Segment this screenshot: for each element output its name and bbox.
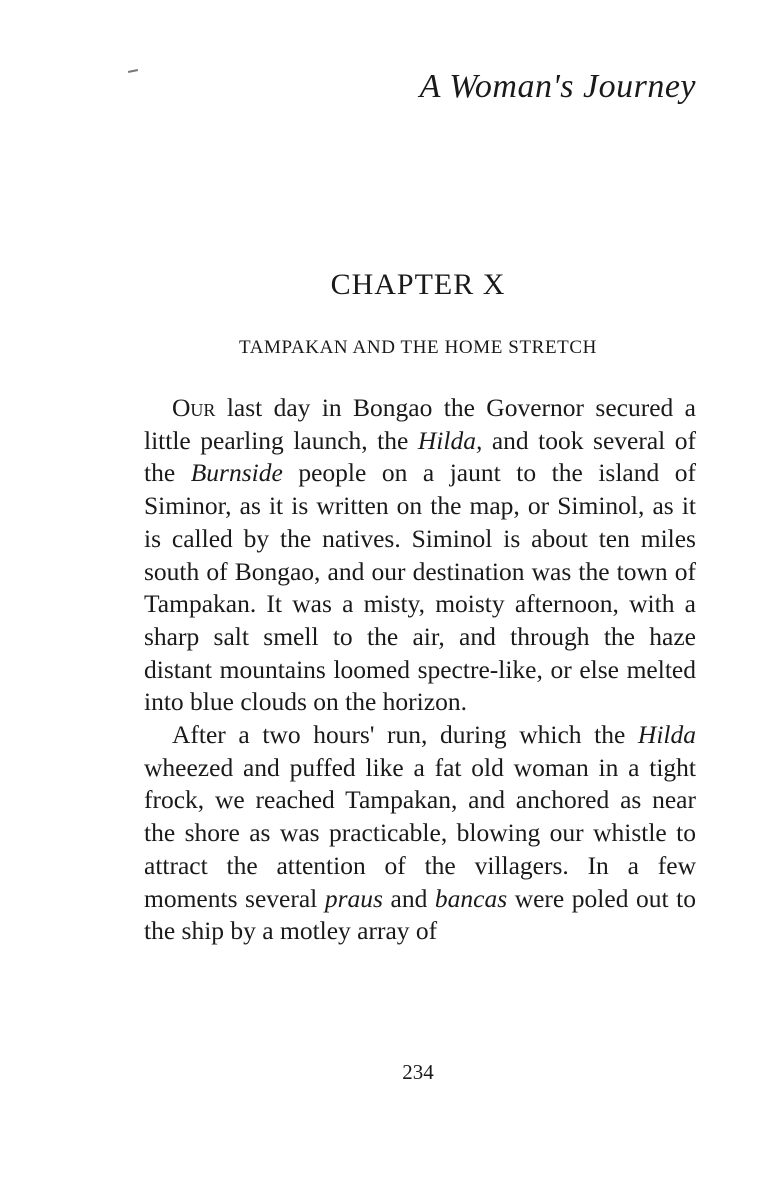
- chapter-number: CHAPTER X: [330, 268, 506, 301]
- text-run: After a two hours' run, during which the: [172, 720, 638, 750]
- lead-word: Our: [172, 393, 216, 422]
- page-number: 234: [402, 1060, 434, 1084]
- text-run: and took several of the: [144, 425, 696, 488]
- italic-term: bancas: [434, 883, 508, 913]
- italic-term: Hilda,: [417, 425, 483, 455]
- paragraph: [144, 392, 696, 719]
- text-run: and: [382, 883, 435, 913]
- running-head: A Woman's Journey: [419, 68, 696, 105]
- text-run: people on a jaunt to the island of Siminor, as it is written on the map, or Siminol, as it is called by the natives. Siminol is about ten miles south of Bongao, and our destination was the town of Tampakan. It was a misty, moisty afternoon, with a sharp salt smell to the air, and through the haze distant mountains loomed spectre-like, or else melted into blue clouds on the horizon.: [144, 458, 697, 717]
- text-run: last day in Bongao the Governor secured a little pearling launch, the: [144, 393, 696, 455]
- body-text: [144, 392, 696, 948]
- italic-term: praus: [324, 883, 383, 913]
- paragraph: [144, 719, 696, 948]
- stray-ink-mark: [128, 69, 138, 73]
- italic-term: Burnside: [190, 458, 283, 488]
- chapter-title: TAMPAKAN AND THE HOME STRETCH: [239, 337, 597, 358]
- text-run: were poled out to the ship by a motley array of: [144, 883, 696, 946]
- text-run: wheezed and puffed like a fat old woman in a tight frock, we reached Tampakan, and anchored as near the shore as was practicable, blowing our whistle to attract the attention of the villagers. In a few moments several: [144, 752, 696, 913]
- italic-term: Hilda: [637, 720, 696, 750]
